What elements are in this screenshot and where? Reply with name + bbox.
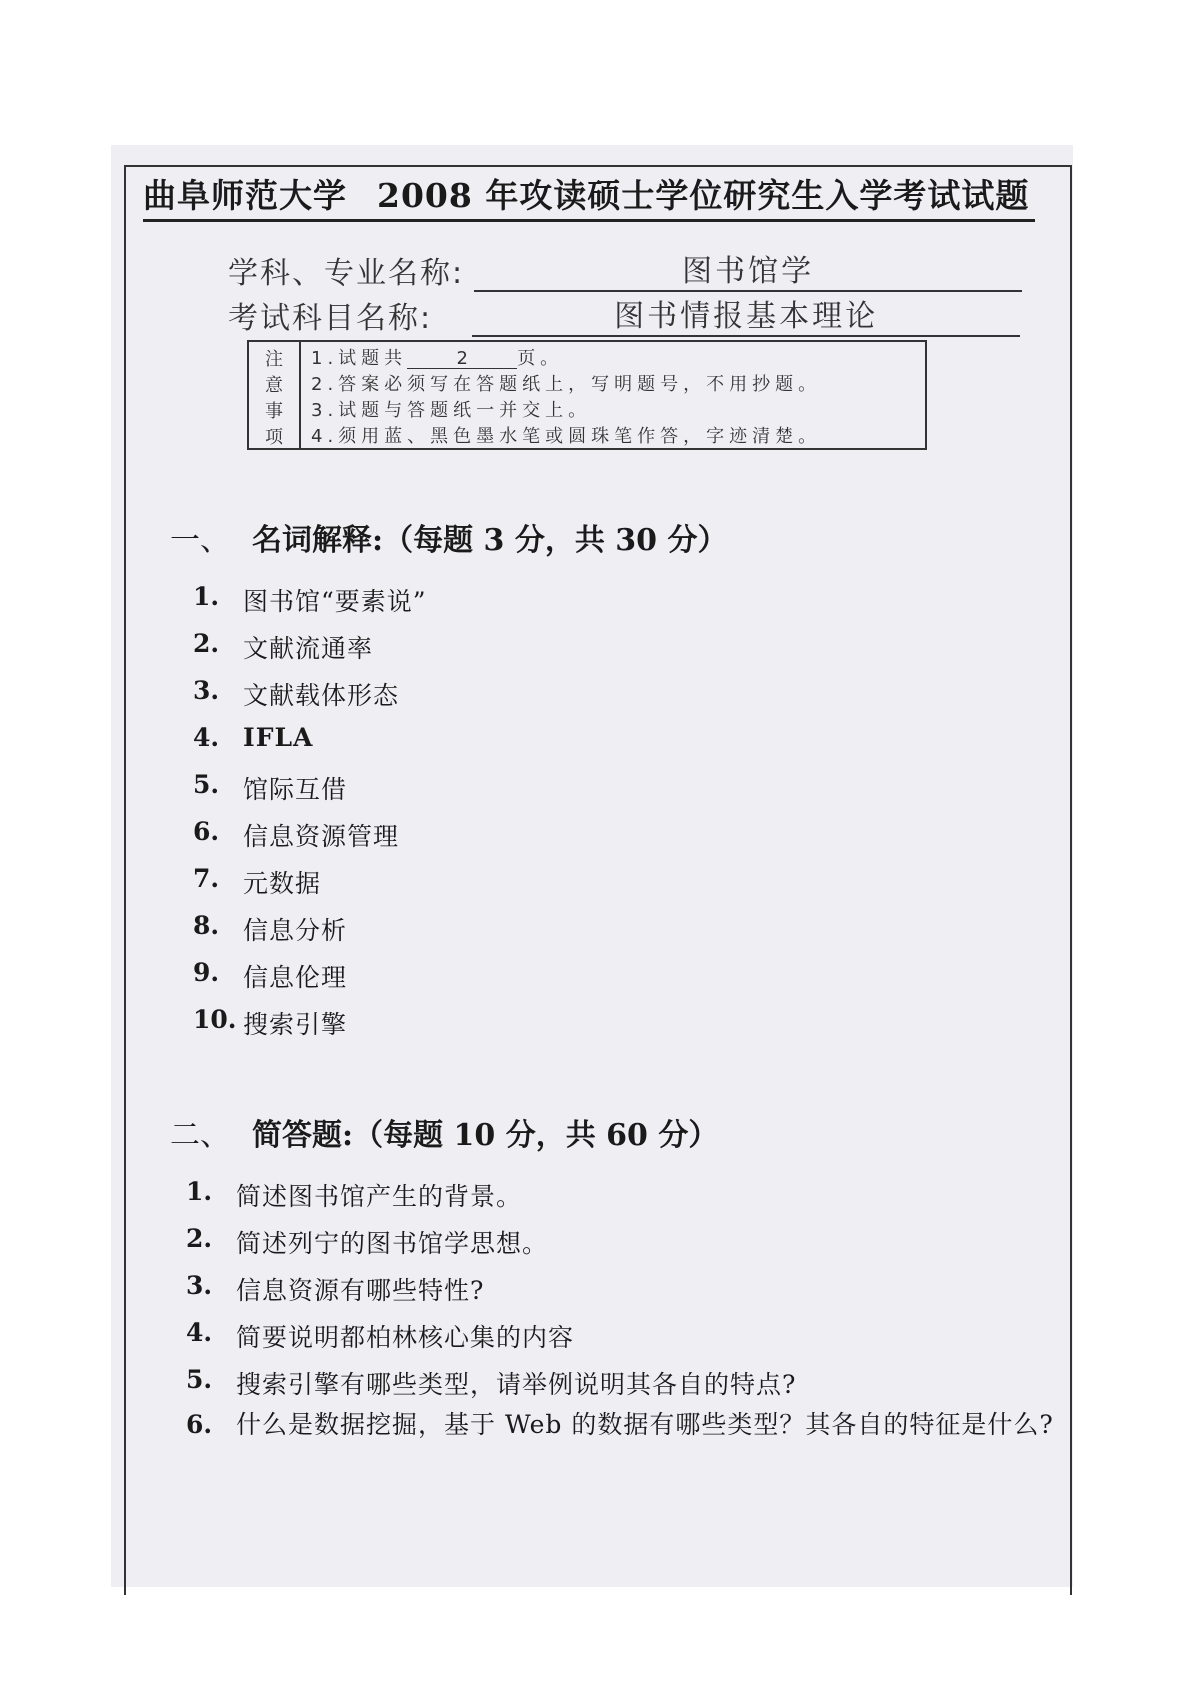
list-item xyxy=(193,864,321,900)
item-number: 4. xyxy=(186,1318,213,1347)
list-item xyxy=(186,1224,548,1260)
list-item xyxy=(186,1365,796,1401)
item-text: 简述列宁的图书馆学思想。 xyxy=(236,1229,549,1258)
notice-line-3: 3.试题与答题纸一并交上。 xyxy=(311,400,592,421)
exam-title-text: 2008 年攻读硕士学位研究生入学考试试题 xyxy=(377,176,1030,215)
item-number: 1. xyxy=(193,582,220,611)
item-number: 5. xyxy=(193,770,220,799)
list-item xyxy=(193,817,399,853)
item-number: 4. xyxy=(193,723,220,752)
notice-line-1-suffix: 页。 xyxy=(517,348,564,369)
notice-line-2: 2.答案必须写在答题纸上，写明题号，不用抄题。 xyxy=(311,374,822,395)
item-text: 信息伦理 xyxy=(243,963,348,992)
item-number: 6. xyxy=(186,1410,213,1439)
item-text: 文献载体形态 xyxy=(243,681,400,710)
notice-box xyxy=(247,340,927,450)
item-number: 2. xyxy=(193,629,220,658)
item-number: 2. xyxy=(186,1224,213,1253)
notice-head-char: 事 xyxy=(265,401,283,422)
item-number: 8. xyxy=(193,911,220,940)
item-number: 3. xyxy=(186,1271,213,1300)
list-item xyxy=(186,1402,1056,1448)
list-item xyxy=(193,629,373,665)
list-item xyxy=(193,911,347,947)
notice-lines xyxy=(301,342,925,448)
list-item xyxy=(193,958,347,994)
notice-head-char: 注 xyxy=(265,349,283,370)
item-text: 馆际互借 xyxy=(243,775,348,804)
subject-label: 考试科目名称: xyxy=(228,301,433,336)
list-item xyxy=(193,1005,347,1041)
major-label: 学科、专业名称: xyxy=(228,256,465,291)
section-2-heading xyxy=(170,1110,718,1154)
page-count: 2 xyxy=(407,350,517,369)
item-number: 1. xyxy=(186,1177,213,1206)
section-1-heading xyxy=(170,515,727,559)
notice-head-char: 意 xyxy=(265,375,283,396)
list-item xyxy=(186,1271,484,1307)
item-text: IFLA xyxy=(243,723,314,752)
list-item xyxy=(186,1177,522,1213)
section-1-title: 名词解释:（每题 3 分，共 30 分） xyxy=(252,523,728,558)
item-number: 10. xyxy=(193,1005,237,1034)
notice-heading xyxy=(249,342,301,448)
list-item xyxy=(193,676,399,712)
notice-head-char: 项 xyxy=(265,427,283,448)
subject-value: 图书情报基本理论 xyxy=(472,299,1020,337)
section-1-number: 一、 xyxy=(170,523,230,558)
item-text: 信息分析 xyxy=(243,916,348,945)
exam-title xyxy=(143,170,1035,222)
list-item xyxy=(186,1318,574,1354)
major-row xyxy=(228,248,1022,292)
item-number: 9. xyxy=(193,958,220,987)
item-number: 5. xyxy=(186,1365,213,1394)
item-text: 信息资源管理 xyxy=(243,822,400,851)
list-item xyxy=(193,582,427,618)
notice-line-1 xyxy=(311,344,915,370)
item-text: 搜索引擎有哪些类型，请举例说明其各自的特点? xyxy=(236,1370,797,1399)
university-name: 曲阜师范大学 xyxy=(143,176,347,215)
list-item xyxy=(193,770,347,806)
item-text: 图书馆“要素说” xyxy=(243,587,427,616)
item-text: 元数据 xyxy=(243,869,322,898)
item-text: 信息资源有哪些特性? xyxy=(236,1276,485,1305)
item-number: 6. xyxy=(193,817,220,846)
notice-line-1-prefix: 1.试题共 xyxy=(311,348,408,369)
subject-row xyxy=(228,293,1020,337)
section-2-number: 二、 xyxy=(170,1118,230,1153)
item-text: 简述图书馆产生的背景。 xyxy=(236,1182,523,1211)
item-text: 文献流通率 xyxy=(243,634,374,663)
notice-line-4: 4.须用蓝、黑色墨水笔或圆珠笔作答，字迹清楚。 xyxy=(311,426,822,447)
section-2-title: 简答题:（每题 10 分，共 60 分） xyxy=(252,1118,719,1153)
major-value: 图书馆学 xyxy=(474,254,1022,292)
item-text: 简要说明都柏林核心集的内容 xyxy=(236,1323,575,1352)
item-number: 3. xyxy=(193,676,220,705)
item-text: 搜索引擎 xyxy=(243,1010,348,1039)
item-number: 7. xyxy=(193,864,220,893)
item-text: 什么是数据挖掘，基于 Web 的数据有哪些类型？其各自的特征是什么? xyxy=(236,1410,1054,1439)
list-item xyxy=(193,723,313,752)
